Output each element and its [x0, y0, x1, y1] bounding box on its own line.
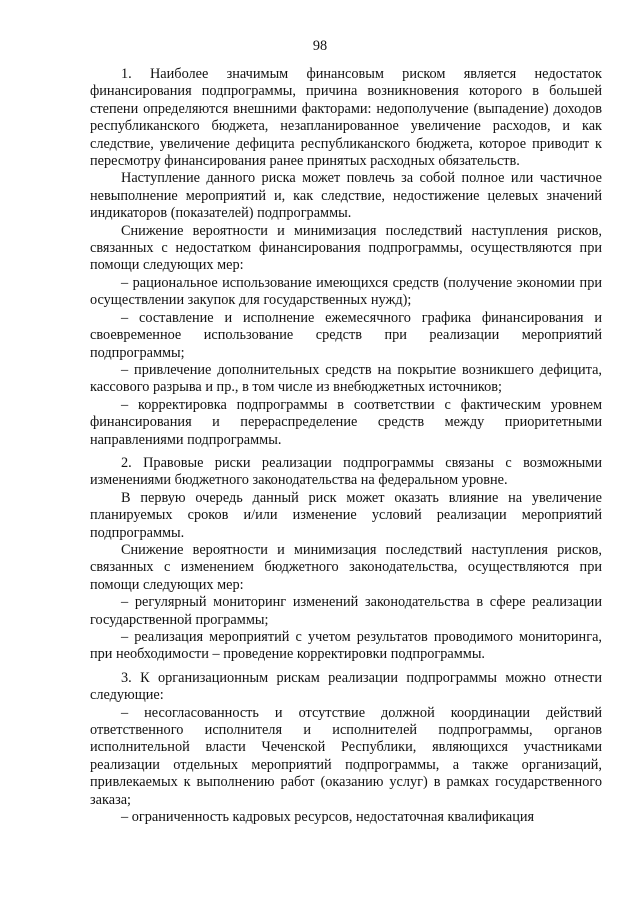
list-item: – ограниченность кадровых ресурсов, недостаточная квалификация — [121, 809, 535, 826]
paragraph: 2. Правовые риски реализации подпрограммы связаны с возможными изменениями бюджетного законодательства на федеральном уровне. — [90, 454, 602, 489]
document-body — [90, 66, 602, 826]
paragraph: Снижение вероятности и минимизация последствий наступления рисков, связанных с изменением бюджетного законодательства, осуществляются при помощи следующих мер: — [90, 541, 602, 593]
list-item: – регулярный мониторинг изменений законодательства в сфере реализации государственной программы; — [90, 594, 602, 628]
list-item: – реализация мероприятий с учетом результатов проводимого мониторинга, при необходимости – проведение корректировки подпрограммы. — [90, 629, 602, 663]
paragraph: Наступление данного риска может повлечь за собой полное или частичное невыполнение мероприятий и, как следствие, недостижение целевых значений индикаторов (показателей) подпрограммы. — [90, 170, 602, 222]
paragraph: Снижение вероятности и минимизация последствий наступления рисков, связанных с недостатком финансирования подпрограммы, осуществляются при помощи следующих мер: — [90, 222, 602, 274]
list-item: – составление и исполнение ежемесячного графика финансирования и своевременное использование средств при реализации мероприятий подпрограммы; — [90, 309, 602, 361]
list-item: – корректировка подпрограммы в соответствии с фактическим уровнем финансирования и перераспределение средств между приоритетными направлениями подпрограммы. — [90, 396, 602, 448]
list-item: – рациональное использование имеющихся средств (получение экономии при осуществлении закупок для государственных нужд); — [90, 274, 602, 309]
paragraph: 3. К организационным рискам реализации подпрограммы можно отнести следующие: — [90, 669, 602, 704]
page-number: 98 — [312, 38, 328, 54]
list-item: – привлечение дополнительных средств на покрытие возникшего дефицита, кассового разрыва и пр., в том числе из внебюджетных источников; — [90, 361, 602, 396]
paragraph: В первую очередь данный риск может оказать влияние на увеличение планируемых сроков и/или изменение условий реализации мероприятий подпрограммы. — [90, 489, 602, 541]
list-item: – несогласованность и отсутствие должной координации действий ответственного исполнителя и исполнителей подпрограммы, органов исполнительной власти Чеченской Республики, являющихся участниками реализации отдельных мероприятий подпрограммы, а также организаций, привлекаемых к выполнению работ (оказанию услуг) в рамках государственного заказа; — [90, 704, 602, 808]
paragraph: 1. Наиболее значимым финансовым риском является недостаток финансирования подпрограммы, причина возникновения которого в большей степени определяются внешними факторами: недополучение (выпадение) доходов республиканского бюджета, незапланированное увеличение расходов, и как следствие, увеличение дефицита республиканского бюджета, которое приводит к пересмотру финансирования ранее принятых расходных обязательств. — [90, 66, 602, 170]
